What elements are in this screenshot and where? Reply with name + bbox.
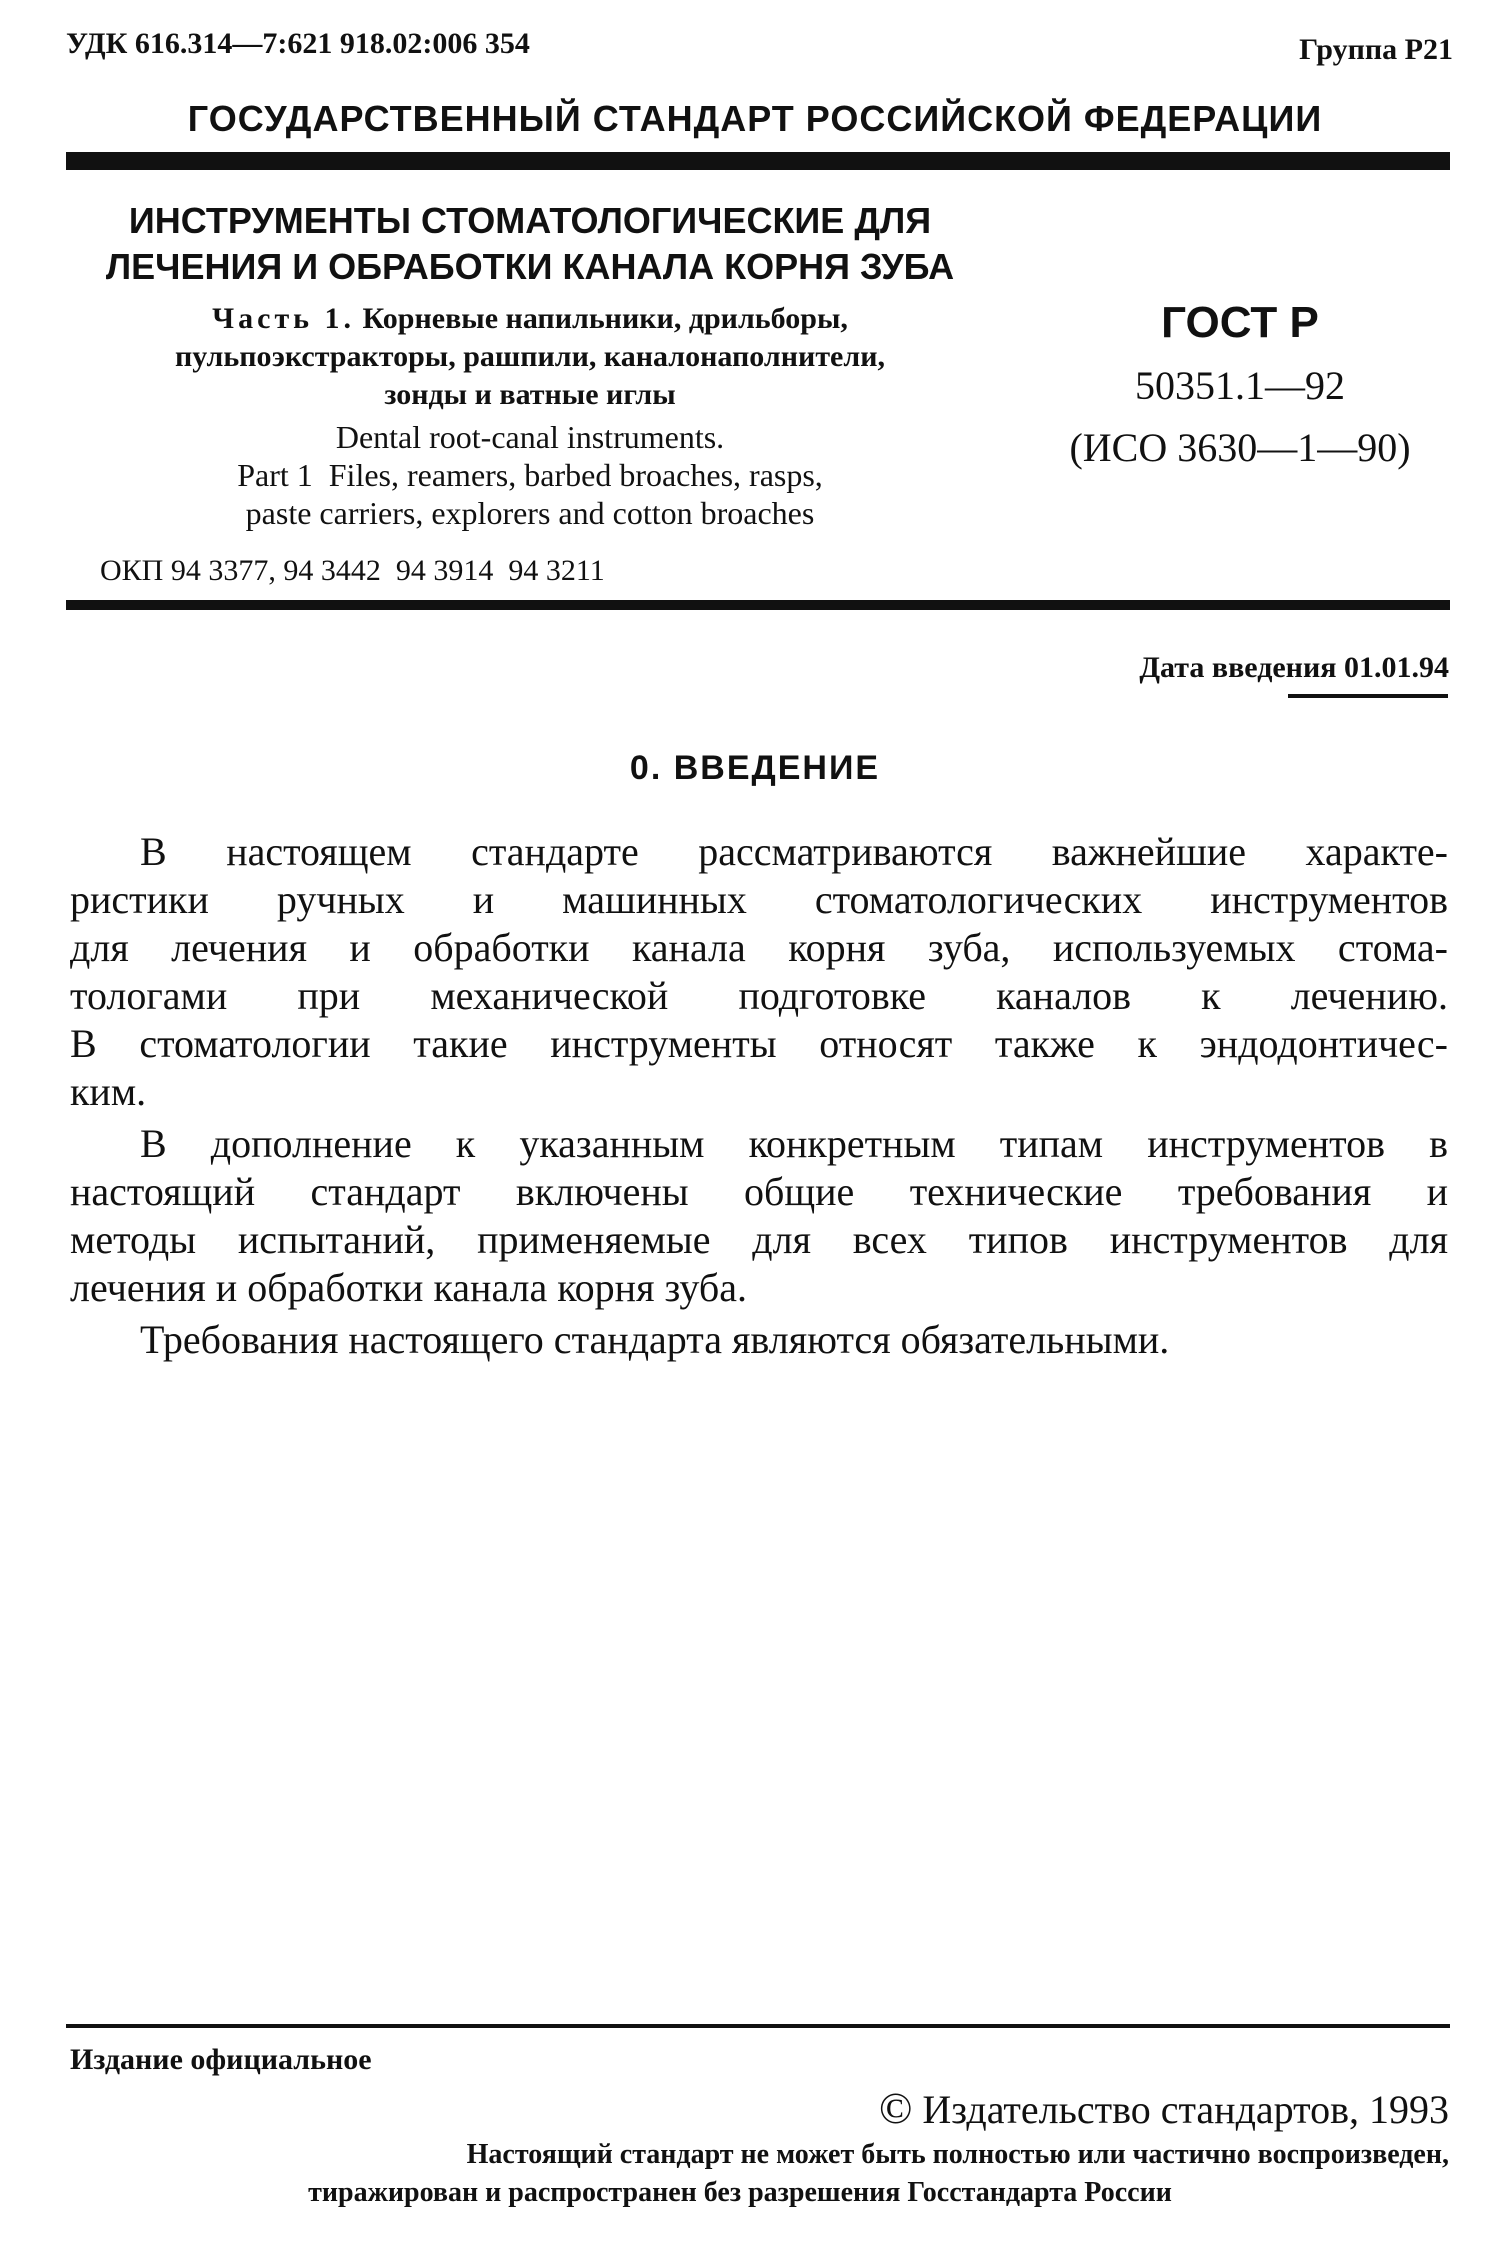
okp-codes: ОКП 94 3377, 94 3442 94 3914 94 3211 (100, 554, 605, 587)
english-title-line-2: Part 1 Files, reamers, barbed broaches, rasps, (237, 457, 823, 493)
group-code: Группа Р21 (1299, 33, 1453, 66)
paragraph-2-line-4: лечения и обработки канала корня зуба. (70, 1265, 748, 1310)
paragraph-1-line-6: ким. (70, 1069, 147, 1114)
paragraph-3-line-1: Требования настоящего стандарта являются обязательными. (140, 1317, 1170, 1362)
paragraph-1-line-4: тологами при механической подготовке каналов к лечению. (70, 973, 1448, 1018)
part-label: Часть 1. (212, 302, 356, 335)
paragraph-1-line-2: ристики ручных и машинных стоматологических инструментов (70, 877, 1448, 922)
title-block-rule (66, 600, 1450, 610)
notice-line-1: Настоящий стандарт не может быть полностью или частично воспроизведен, (466, 2139, 1449, 2170)
section-title: 0. ВВЕДЕНИЕ (629, 749, 881, 787)
paragraph-2-line-1: В дополнение к указанным конкретным типам инструментов в (140, 1121, 1448, 1166)
copyright-icon: © (878, 2084, 913, 2133)
gost-number: 50351.1—92 (1135, 363, 1345, 408)
paragraph-2-line-2: настоящий стандарт включены общие технические требования и (70, 1169, 1448, 1214)
paragraph-1-line-1: В настоящем стандарте рассматриваются важнейшие характе- (140, 829, 1448, 874)
part-line-1 (100, 300, 960, 338)
paragraph-1-line-5: В стоматологии такие инструменты относят также к эндодонтичес- (70, 1021, 1448, 1066)
iso-number: (ИСО 3630—1—90) (1069, 425, 1411, 470)
part-line-3: зонды и ватные иглы (384, 378, 676, 411)
date-underline (1288, 694, 1448, 698)
part-line-2: пульпоэкстракторы, рашпили, каналонаполнители, (175, 340, 885, 373)
english-title-line-1: Dental root-canal instruments. (335, 419, 725, 455)
udk-code: УДК 616.314—7:621 918.02:006 354 (66, 27, 530, 60)
gost-designation: ГОСТ Р (1161, 298, 1319, 347)
official-edition: Издание официальное (70, 2043, 372, 2076)
publisher-name: Издательство стандартов, 1993 (922, 2087, 1449, 2132)
english-title-line-3: paste carriers, explorers and cotton broaches (245, 495, 815, 531)
paragraph-2-line-3: методы испытаний, применяемые для всех типов инструментов для (70, 1217, 1448, 1262)
title-line-1: ИНСТРУМЕНТЫ СТОМАТОЛОГИЧЕСКИЕ ДЛЯ (128, 200, 932, 241)
part-text-1: Корневые напильники, дрильборы, (362, 302, 848, 335)
publisher-line (879, 2084, 1449, 2135)
state-standard-heading: ГОСУДАРСТВЕННЫЙ СТАНДАРТ РОССИЙСКОЙ ФЕДЕРАЦИИ (187, 98, 1323, 139)
notice-line-2: тиражирован и распространен без разрешения Госстандарта России (308, 2177, 1172, 2208)
title-line-2: ЛЕЧЕНИЯ И ОБРАБОТКИ КАНАЛА КОРНЯ ЗУБА (105, 246, 955, 287)
footer-rule (66, 2024, 1450, 2028)
paragraph-1-line-3: для лечения и обработки канала корня зуба, используемых стома- (70, 925, 1448, 970)
header-thick-rule (66, 152, 1450, 170)
introduction-date: Дата введения 01.01.94 (1139, 651, 1449, 684)
